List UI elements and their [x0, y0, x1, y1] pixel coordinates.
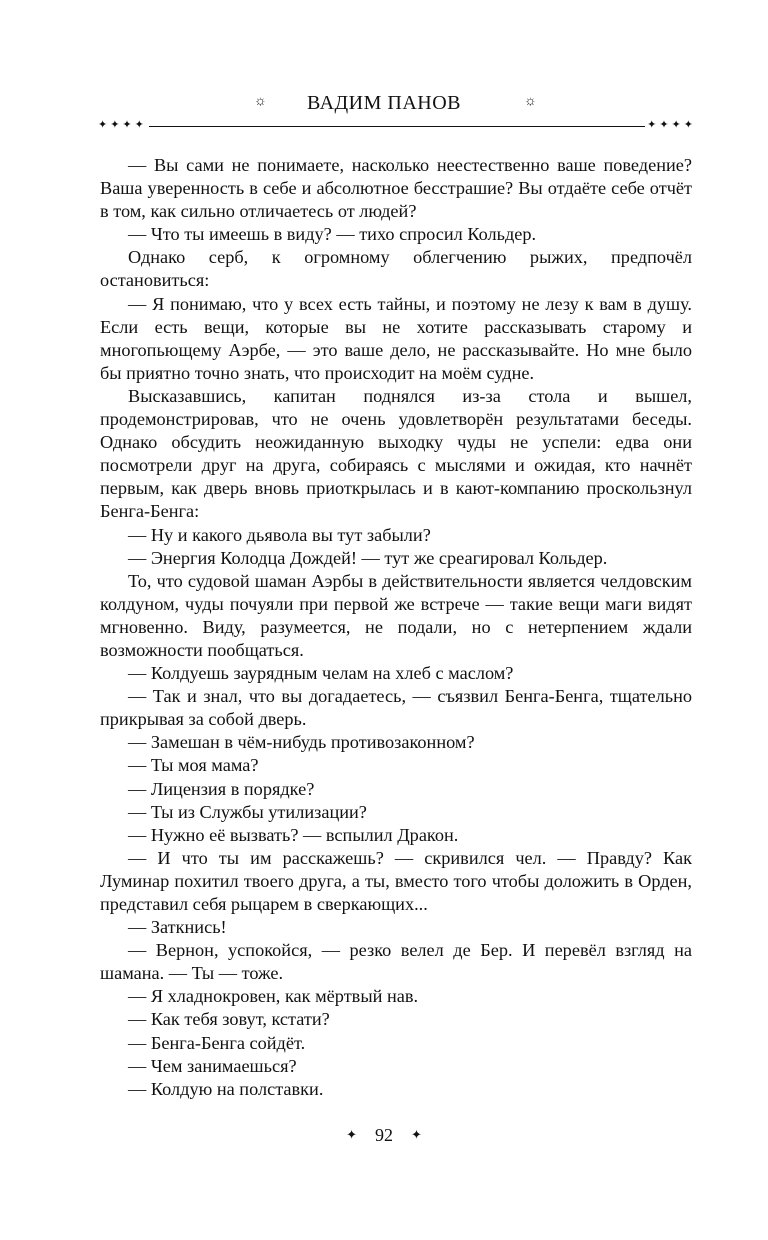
divider-line: [100, 126, 692, 127]
paragraph: — Вернон, успокойся, — резко велел де Бер. И перевёл взгляд на шамана. — Ты — тоже.: [100, 940, 692, 984]
body-text: [100, 154, 692, 1101]
paragraph: — Колдую на полставки.: [128, 1078, 324, 1099]
paragraph: — Заткнись!: [128, 917, 227, 938]
diamond-ornament-icon: ✦: [346, 1127, 357, 1142]
paragraph: — Нужно её вызвать? — вспылил Дракон.: [128, 824, 459, 845]
paragraph: — Ты из Службы утилизации?: [128, 801, 367, 822]
paragraph: — Вы сами не понимаете, насколько неестественно ваше поведение? Ваша уверенность в себе и абсолютное бесстрашие? Вы отдаёте себе отчёт в том, как сильно отличаетесь от людей?: [100, 155, 692, 222]
paragraph: — Ты моя мама?: [128, 755, 259, 776]
paragraph: — И что ты им расскажешь? — скривился чел. — Правду? Как Луминар похитил твоего друга, а ты, вместо того чтобы доложить в Орден, представил себя рыцарем в сверкающих...: [100, 847, 692, 914]
header-rule: [98, 119, 696, 131]
paragraph: — Колдуешь заурядным челам на хлеб с маслом?: [128, 663, 514, 684]
paragraph: — Как тебя зовут, кстати?: [128, 1009, 330, 1030]
diamond-dots-icon: ✦✦✦✦: [98, 119, 147, 131]
paragraph: — Лицензия в порядке?: [128, 778, 315, 799]
paragraph: — Что ты имеешь в виду? — тихо спросил Кольдер.: [128, 224, 537, 245]
sun-ornament-icon: ☼: [254, 94, 267, 109]
page-footer: [0, 1125, 768, 1146]
paragraph: — Так и знал, что вы догадаетесь, — съязвил Бенга-Бенга, тщательно прикрывая за собой дверь.: [100, 686, 692, 730]
running-header: [0, 92, 768, 118]
paragraph: — Я понимаю, что у всех есть тайны, и поэтому не лезу к вам в душу. Если есть вещи, которые вы не хотите рассказывать старому и многопьющему Аэрбе, — это ваше дело, не рассказывайте. Но мне было бы приятно точно знать, что происходит на моём судне.: [100, 293, 692, 383]
paragraph: — Чем занимаешься?: [128, 1055, 297, 1076]
paragraph: — Замешан в чём-нибудь противозаконном?: [128, 732, 475, 753]
paragraph: — Энергия Колодца Дождей! — тут же среагировал Кольдер.: [128, 547, 608, 568]
paragraph: — Я хладнокровен, как мёртвый нав.: [128, 986, 419, 1007]
page-number: 92: [375, 1125, 393, 1145]
sun-ornament-icon: ☼: [524, 94, 537, 109]
diamond-ornament-icon: ✦: [411, 1127, 422, 1142]
paragraph: — Ну и какого дьявола вы тут забыли?: [128, 524, 431, 545]
paragraph: — Бенга-Бенга сойдёт.: [128, 1032, 306, 1053]
paragraph: Высказавшись, капитан поднялся из-за стола и вышел, продемонстрировав, что не очень удовлетворён результатами беседы. Однако обсудить неожиданную выходку чуды не успели: едва они посмотрели друг на друга, собираясь с мыслями и ожидая, кто начнёт первым, как дверь вновь приоткрылась и в кают-компанию проскользнул Бенга-Бенга:: [100, 385, 692, 522]
paragraph: То, что судовой шаман Аэрбы в действительности является челдовским колдуном, чуды почуяли при первой же встрече — такие вещи маги видят мгновенно. Виду, разумеется, не подали, но с нетерпением ждали возможности пообщаться.: [100, 570, 692, 660]
paragraph: Однако серб, к огромному облегчению рыжих, предпочёл остановиться:: [100, 247, 692, 291]
diamond-dots-icon: ✦✦✦✦: [647, 119, 696, 131]
author-name: ВАДИМ ПАНОВ: [306, 92, 461, 114]
